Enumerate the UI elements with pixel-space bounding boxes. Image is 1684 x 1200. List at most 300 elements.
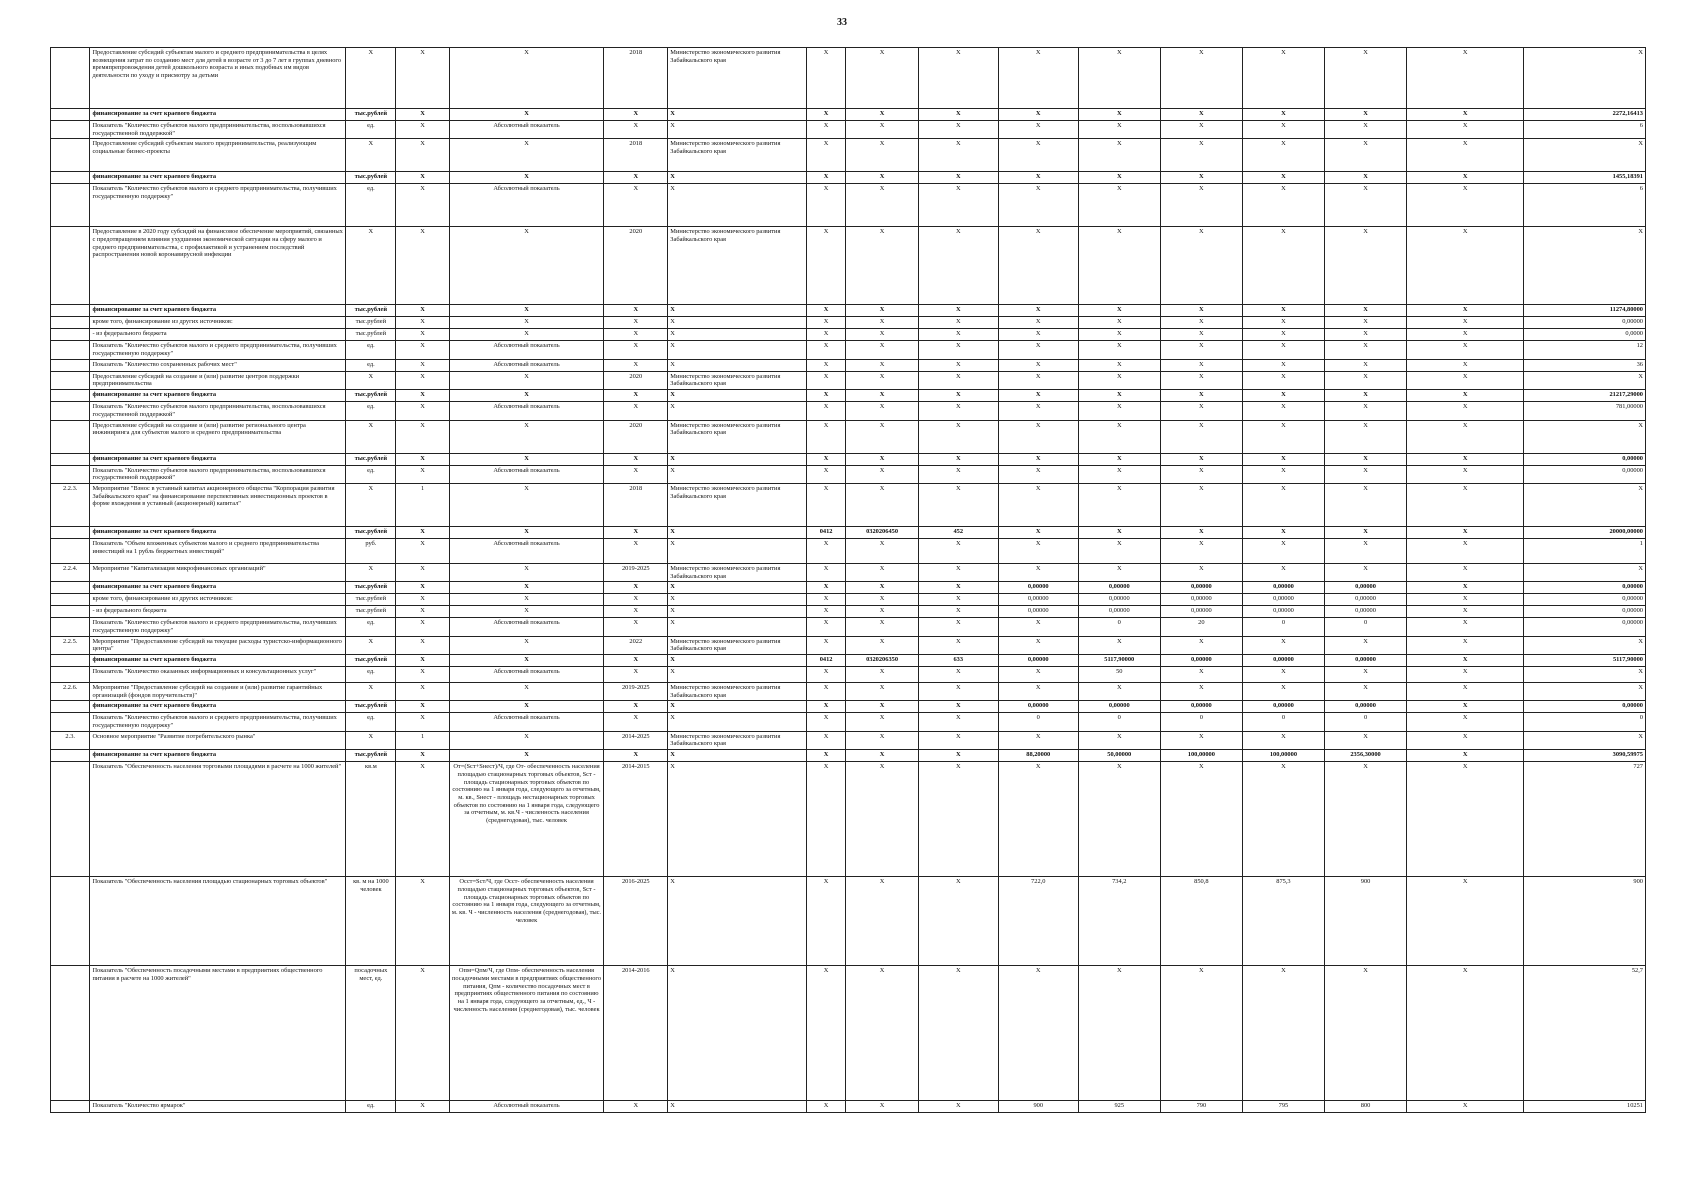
table-row	[51, 713, 1646, 731]
cell-name: кроме того, финансирование из других источников:	[90, 317, 346, 329]
table-row	[51, 731, 1646, 749]
cell-y6: Х	[1407, 465, 1524, 483]
cell-csr: Х	[846, 877, 919, 966]
cell-level: Х	[396, 594, 449, 606]
cell-csr: Х	[846, 465, 919, 483]
cell-name: Показатель "Количество субъектов малого и среднего предпринимательства, получивших государственную поддержку"	[90, 184, 346, 227]
cell-csr: Х	[846, 713, 919, 731]
cell-period: 2016-2025	[604, 877, 668, 966]
cell-number	[51, 465, 90, 483]
cell-rz: Х	[806, 701, 845, 713]
cell-total: 0,00000	[1524, 701, 1646, 713]
cell-y4: Х	[1242, 538, 1324, 563]
cell-y6: Х	[1407, 713, 1524, 731]
cell-total: 0,00000	[1524, 465, 1646, 483]
cell-name: финансирование за счет краевого бюджета	[90, 453, 346, 465]
cell-executor: Х	[668, 1101, 807, 1113]
cell-unit: ед.	[346, 667, 396, 683]
cell-y4: 0,00000	[1242, 594, 1324, 606]
cell-name: Предоставление в 2020 году субсидий на финансовое обеспечение мероприятий, связанных с предотвращением влияния ухудшения экономической ситуации на сферу малого и среднего предпринимательства, с профилактикой и устранением последствий распространения новой коронавирусной инфекции	[90, 227, 346, 305]
cell-y6: Х	[1407, 563, 1524, 581]
cell-total: 12	[1524, 341, 1646, 359]
cell-vr: Х	[918, 538, 998, 563]
cell-y6: Х	[1407, 305, 1524, 317]
cell-y5: 0,00000	[1325, 594, 1407, 606]
cell-y1: 900	[998, 1101, 1078, 1113]
cell-y2: Х	[1078, 305, 1160, 317]
cell-y2: Х	[1078, 109, 1160, 121]
cell-name: финансирование за счет краевого бюджета	[90, 582, 346, 594]
cell-unit: тыс.рублей	[346, 390, 396, 402]
cell-method: Абсолютный показатель	[449, 618, 604, 636]
cell-period: 2020	[604, 420, 668, 453]
cell-executor: Х	[668, 184, 807, 227]
cell-y4: Х	[1242, 227, 1324, 305]
cell-y4: Х	[1242, 731, 1324, 749]
cell-total: 0,00000	[1524, 317, 1646, 329]
cell-number	[51, 582, 90, 594]
cell-y6: Х	[1407, 655, 1524, 667]
cell-total: Х	[1524, 636, 1646, 654]
cell-vr: Х	[918, 184, 998, 227]
cell-y4: Х	[1242, 48, 1324, 109]
cell-name: Показатель "Обеспеченность населения торговыми площадями в расчете на 1000 жителей"	[90, 762, 346, 877]
table-row	[51, 359, 1646, 371]
cell-method: Х	[449, 582, 604, 594]
cell-method: Абсолютный показатель	[449, 465, 604, 483]
cell-method: Х	[449, 453, 604, 465]
cell-number: 2.2.6.	[51, 683, 90, 701]
cell-vr: Х	[918, 305, 998, 317]
table-row	[51, 465, 1646, 483]
cell-executor: Х	[668, 359, 807, 371]
cell-y4: Х	[1242, 359, 1324, 371]
cell-y4: Х	[1242, 121, 1324, 139]
cell-name: финансирование за счет краевого бюджета	[90, 701, 346, 713]
cell-csr: Х	[846, 317, 919, 329]
cell-y3: Х	[1160, 563, 1242, 581]
cell-executor: Х	[668, 402, 807, 420]
cell-period: Х	[604, 305, 668, 317]
cell-csr: Х	[846, 402, 919, 420]
cell-number	[51, 371, 90, 389]
cell-name: Предоставление субсидий на создание и (или) развитие регионального центра инжиниринга для субъектов малого и среднего предпринимательства	[90, 420, 346, 453]
cell-csr: Х	[846, 139, 919, 172]
cell-y1: Х	[998, 966, 1078, 1101]
cell-executor: Министерство экономического развития Забайкальского края	[668, 371, 807, 389]
cell-rz: 0412	[806, 526, 845, 538]
cell-y4: Х	[1242, 341, 1324, 359]
cell-y1: Х	[998, 329, 1078, 341]
table-row	[51, 483, 1646, 526]
cell-method: Абсолютный показатель	[449, 359, 604, 371]
cell-rz: Х	[806, 329, 845, 341]
cell-y4: Х	[1242, 966, 1324, 1101]
cell-name: Показатель "Количество ярмарок"	[90, 1101, 346, 1113]
cell-method: Х	[449, 750, 604, 762]
cell-rz: Х	[806, 184, 845, 227]
cell-y6: Х	[1407, 402, 1524, 420]
cell-y2: Х	[1078, 139, 1160, 172]
cell-y1: Х	[998, 184, 1078, 227]
cell-name: финансирование за счет краевого бюджета	[90, 172, 346, 184]
cell-y2: Х	[1078, 402, 1160, 420]
cell-executor: Министерство экономического развития Забайкальского края	[668, 483, 807, 526]
cell-y4: 0	[1242, 713, 1324, 731]
cell-csr: Х	[846, 305, 919, 317]
cell-method: Осст=Sст/Ч, где Осст- обеспеченность населения площадью стационарных торговых объектов, Sст - площадь стационарных торговых объектов по состоянию на 1 января года, следующего за отчетным, м. кв. Ч - численность населения (среднегодовая), тыс. человек	[449, 877, 604, 966]
cell-number	[51, 317, 90, 329]
cell-y3: Х	[1160, 184, 1242, 227]
cell-csr: Х	[846, 594, 919, 606]
cell-total: Х	[1524, 48, 1646, 109]
cell-period: Х	[604, 594, 668, 606]
cell-vr: Х	[918, 453, 998, 465]
cell-unit: ед.	[346, 121, 396, 139]
cell-vr: Х	[918, 402, 998, 420]
table-row	[51, 227, 1646, 305]
cell-total: 6	[1524, 121, 1646, 139]
cell-y6: Х	[1407, 109, 1524, 121]
cell-total: 3090,59975	[1524, 750, 1646, 762]
cell-y3: Х	[1160, 371, 1242, 389]
cell-y2: Х	[1078, 371, 1160, 389]
cell-period: 2014-2016	[604, 966, 668, 1101]
cell-total: 6	[1524, 184, 1646, 227]
cell-y3: Х	[1160, 420, 1242, 453]
cell-unit: тыс.рублей	[346, 526, 396, 538]
cell-name: Предоставление субсидий на создание и (или) развитие центров поддержки предпринимательства	[90, 371, 346, 389]
cell-period: Х	[604, 109, 668, 121]
cell-y5: Х	[1325, 172, 1407, 184]
cell-y3: 100,00000	[1160, 750, 1242, 762]
cell-executor: Х	[668, 390, 807, 402]
cell-unit: тыс.рублей	[346, 606, 396, 618]
cell-period: 2014-2025	[604, 731, 668, 749]
cell-number	[51, 109, 90, 121]
cell-level: Х	[396, 172, 449, 184]
cell-y5: 0,00000	[1325, 582, 1407, 594]
cell-total: 36	[1524, 359, 1646, 371]
cell-level: 1	[396, 731, 449, 749]
cell-level: Х	[396, 359, 449, 371]
cell-rz: Х	[806, 453, 845, 465]
cell-number	[51, 713, 90, 731]
cell-level: Х	[396, 227, 449, 305]
cell-unit: Х	[346, 48, 396, 109]
table-row	[51, 606, 1646, 618]
cell-y2: Х	[1078, 636, 1160, 654]
cell-level: Х	[396, 305, 449, 317]
cell-total: 21217,29000	[1524, 390, 1646, 402]
cell-y4: 0,00000	[1242, 701, 1324, 713]
cell-y3: Х	[1160, 731, 1242, 749]
cell-rz: Х	[806, 563, 845, 581]
cell-name: Показатель "Обеспеченность посадочными местами в предприятиях общественного питания в расчете на 1000 жителей"	[90, 966, 346, 1101]
cell-total: 52,7	[1524, 966, 1646, 1101]
cell-executor: Х	[668, 465, 807, 483]
cell-y3: 0,00000	[1160, 582, 1242, 594]
cell-vr: Х	[918, 1101, 998, 1113]
cell-method: Х	[449, 317, 604, 329]
cell-csr: Х	[846, 667, 919, 683]
table-row	[51, 329, 1646, 341]
cell-number: 2.3.	[51, 731, 90, 749]
cell-y2: 0	[1078, 713, 1160, 731]
cell-number	[51, 341, 90, 359]
cell-period: Х	[604, 701, 668, 713]
cell-y3: Х	[1160, 139, 1242, 172]
cell-method: Х	[449, 731, 604, 749]
cell-method: Х	[449, 483, 604, 526]
cell-y1: Х	[998, 538, 1078, 563]
cell-y6: Х	[1407, 420, 1524, 453]
table-row	[51, 109, 1646, 121]
cell-y2: Х	[1078, 731, 1160, 749]
cell-method: Х	[449, 329, 604, 341]
cell-level: Х	[396, 317, 449, 329]
cell-number	[51, 1101, 90, 1113]
cell-y1: Х	[998, 359, 1078, 371]
cell-y2: Х	[1078, 121, 1160, 139]
cell-method: Абсолютный показатель	[449, 713, 604, 731]
table-row	[51, 655, 1646, 667]
cell-method: Х	[449, 636, 604, 654]
cell-y3: Х	[1160, 683, 1242, 701]
cell-y6: Х	[1407, 538, 1524, 563]
cell-y1: 0,00000	[998, 606, 1078, 618]
cell-total: 900	[1524, 877, 1646, 966]
cell-y4: Х	[1242, 563, 1324, 581]
cell-y5: 0,00000	[1325, 606, 1407, 618]
cell-y4: 0,00000	[1242, 655, 1324, 667]
cell-name: Показатель "Объем вложенных субъектом малого и среднего предпринимательства инвестиций на 1 рубль бюджетных инвестиций"	[90, 538, 346, 563]
cell-unit: ед.	[346, 1101, 396, 1113]
cell-y4: Х	[1242, 184, 1324, 227]
cell-period: Х	[604, 402, 668, 420]
cell-y3: Х	[1160, 538, 1242, 563]
cell-executor: Министерство экономического развития Забайкальского края	[668, 48, 807, 109]
cell-y5: Х	[1325, 48, 1407, 109]
cell-total: Х	[1524, 483, 1646, 526]
cell-y3: Х	[1160, 636, 1242, 654]
cell-csr: Х	[846, 329, 919, 341]
cell-rz: Х	[806, 582, 845, 594]
cell-csr: Х	[846, 762, 919, 877]
table-row	[51, 966, 1646, 1101]
cell-y2: 5117,90000	[1078, 655, 1160, 667]
cell-period: Х	[604, 618, 668, 636]
cell-name: Показатель "Количество субъектов малого предпринимательства, воспользовавшихся государственной поддержкой"	[90, 121, 346, 139]
cell-y6: Х	[1407, 606, 1524, 618]
cell-executor: Министерство экономического развития Забайкальского края	[668, 139, 807, 172]
cell-period: Х	[604, 390, 668, 402]
cell-y1: Х	[998, 453, 1078, 465]
cell-executor: Х	[668, 582, 807, 594]
cell-y4: Х	[1242, 305, 1324, 317]
cell-y4: Х	[1242, 317, 1324, 329]
cell-method: Х	[449, 139, 604, 172]
cell-method: Х	[449, 420, 604, 453]
cell-y6: Х	[1407, 636, 1524, 654]
cell-vr: Х	[918, 701, 998, 713]
cell-period: 2019-2025	[604, 683, 668, 701]
cell-method: Х	[449, 563, 604, 581]
cell-total: Х	[1524, 563, 1646, 581]
cell-rz: Х	[806, 750, 845, 762]
cell-y1: Х	[998, 618, 1078, 636]
cell-number	[51, 701, 90, 713]
cell-number	[51, 305, 90, 317]
cell-y3: Х	[1160, 359, 1242, 371]
cell-period: Х	[604, 453, 668, 465]
cell-y5: Х	[1325, 667, 1407, 683]
cell-y4: Х	[1242, 329, 1324, 341]
cell-y3: Х	[1160, 341, 1242, 359]
cell-period: Х	[604, 538, 668, 563]
cell-unit: руб.	[346, 538, 396, 563]
table-row	[51, 48, 1646, 109]
cell-executor: Х	[668, 329, 807, 341]
cell-vr: Х	[918, 329, 998, 341]
cell-y2: 50	[1078, 667, 1160, 683]
cell-y5: Х	[1325, 563, 1407, 581]
cell-y6: Х	[1407, 701, 1524, 713]
cell-y1: Х	[998, 390, 1078, 402]
cell-rz: Х	[806, 762, 845, 877]
cell-vr: Х	[918, 465, 998, 483]
cell-rz: Х	[806, 618, 845, 636]
cell-y2: Х	[1078, 683, 1160, 701]
cell-total: 0,0000	[1524, 329, 1646, 341]
cell-y2: 0,00000	[1078, 594, 1160, 606]
cell-period: 2014-2015	[604, 762, 668, 877]
cell-y3: Х	[1160, 227, 1242, 305]
cell-name: кроме того, финансирование из других источников:	[90, 594, 346, 606]
cell-executor: Х	[668, 109, 807, 121]
cell-csr: Х	[846, 420, 919, 453]
cell-y2: 734,2	[1078, 877, 1160, 966]
cell-csr: 0320206350	[846, 655, 919, 667]
cell-y2: Х	[1078, 390, 1160, 402]
cell-y1: Х	[998, 420, 1078, 453]
cell-y3: Х	[1160, 390, 1242, 402]
cell-y6: Х	[1407, 139, 1524, 172]
cell-y1: 0	[998, 713, 1078, 731]
cell-y5: Х	[1325, 109, 1407, 121]
cell-number	[51, 762, 90, 877]
cell-total: 0,00000	[1524, 618, 1646, 636]
cell-vr: Х	[918, 317, 998, 329]
cell-level: Х	[396, 341, 449, 359]
table-row	[51, 618, 1646, 636]
cell-period: 2018	[604, 483, 668, 526]
table-row	[51, 594, 1646, 606]
table-row	[51, 750, 1646, 762]
cell-y3: Х	[1160, 317, 1242, 329]
cell-period: Х	[604, 184, 668, 227]
cell-level: Х	[396, 877, 449, 966]
cell-level: Х	[396, 667, 449, 683]
cell-y1: Х	[998, 402, 1078, 420]
cell-y5: Х	[1325, 636, 1407, 654]
cell-y1: Х	[998, 731, 1078, 749]
cell-period: Х	[604, 329, 668, 341]
table-row	[51, 139, 1646, 172]
cell-rz: Х	[806, 538, 845, 563]
cell-y5: Х	[1325, 683, 1407, 701]
cell-unit: Х	[346, 483, 396, 526]
cell-total: 5117,90000	[1524, 655, 1646, 667]
cell-y1: 0,00000	[998, 655, 1078, 667]
cell-vr: Х	[918, 713, 998, 731]
cell-total: 0	[1524, 713, 1646, 731]
cell-y3: 850,8	[1160, 877, 1242, 966]
cell-period: Х	[604, 1101, 668, 1113]
cell-unit: Х	[346, 563, 396, 581]
cell-y4: Х	[1242, 636, 1324, 654]
cell-executor: Х	[668, 341, 807, 359]
cell-name: Предоставление субсидий субъектам малого предпринимательства, реализующим социальные бизнес-проекты	[90, 139, 346, 172]
cell-y3: Х	[1160, 121, 1242, 139]
cell-period: Х	[604, 750, 668, 762]
page-number: 33	[837, 17, 847, 28]
cell-csr: Х	[846, 184, 919, 227]
cell-y1: Х	[998, 227, 1078, 305]
cell-y5: Х	[1325, 966, 1407, 1101]
cell-y5: Х	[1325, 305, 1407, 317]
cell-unit: тыс.рублей	[346, 655, 396, 667]
cell-y1: Х	[998, 305, 1078, 317]
cell-number	[51, 750, 90, 762]
cell-y5: Х	[1325, 227, 1407, 305]
cell-executor: Министерство экономического развития Забайкальского края	[668, 420, 807, 453]
cell-y2: Х	[1078, 526, 1160, 538]
cell-y1: Х	[998, 371, 1078, 389]
cell-period: 2018	[604, 139, 668, 172]
cell-level: Х	[396, 109, 449, 121]
cell-y4: Х	[1242, 371, 1324, 389]
cell-csr: Х	[846, 606, 919, 618]
cell-y6: Х	[1407, 390, 1524, 402]
cell-vr: Х	[918, 606, 998, 618]
cell-vr: Х	[918, 109, 998, 121]
cell-y4: 0,00000	[1242, 606, 1324, 618]
table-row	[51, 563, 1646, 581]
table-row	[51, 420, 1646, 453]
cell-y6: Х	[1407, 453, 1524, 465]
cell-y5: Х	[1325, 139, 1407, 172]
cell-y3: 0,00000	[1160, 701, 1242, 713]
cell-csr: Х	[846, 172, 919, 184]
table-body	[51, 48, 1646, 1113]
cell-period: Х	[604, 341, 668, 359]
cell-method: Абсолютный показатель	[449, 1101, 604, 1113]
cell-y6: Х	[1407, 329, 1524, 341]
cell-level: Х	[396, 636, 449, 654]
cell-method: Х	[449, 305, 604, 317]
cell-csr: Х	[846, 636, 919, 654]
cell-vr: Х	[918, 563, 998, 581]
cell-vr: Х	[918, 762, 998, 877]
cell-number	[51, 655, 90, 667]
cell-name: Показатель "Количество субъектов малого и среднего предпринимательства, получивших государственную поддержку"	[90, 341, 346, 359]
cell-rz: Х	[806, 359, 845, 371]
cell-y6: Х	[1407, 594, 1524, 606]
table-row	[51, 683, 1646, 701]
cell-y6: Х	[1407, 618, 1524, 636]
cell-executor: Х	[668, 713, 807, 731]
